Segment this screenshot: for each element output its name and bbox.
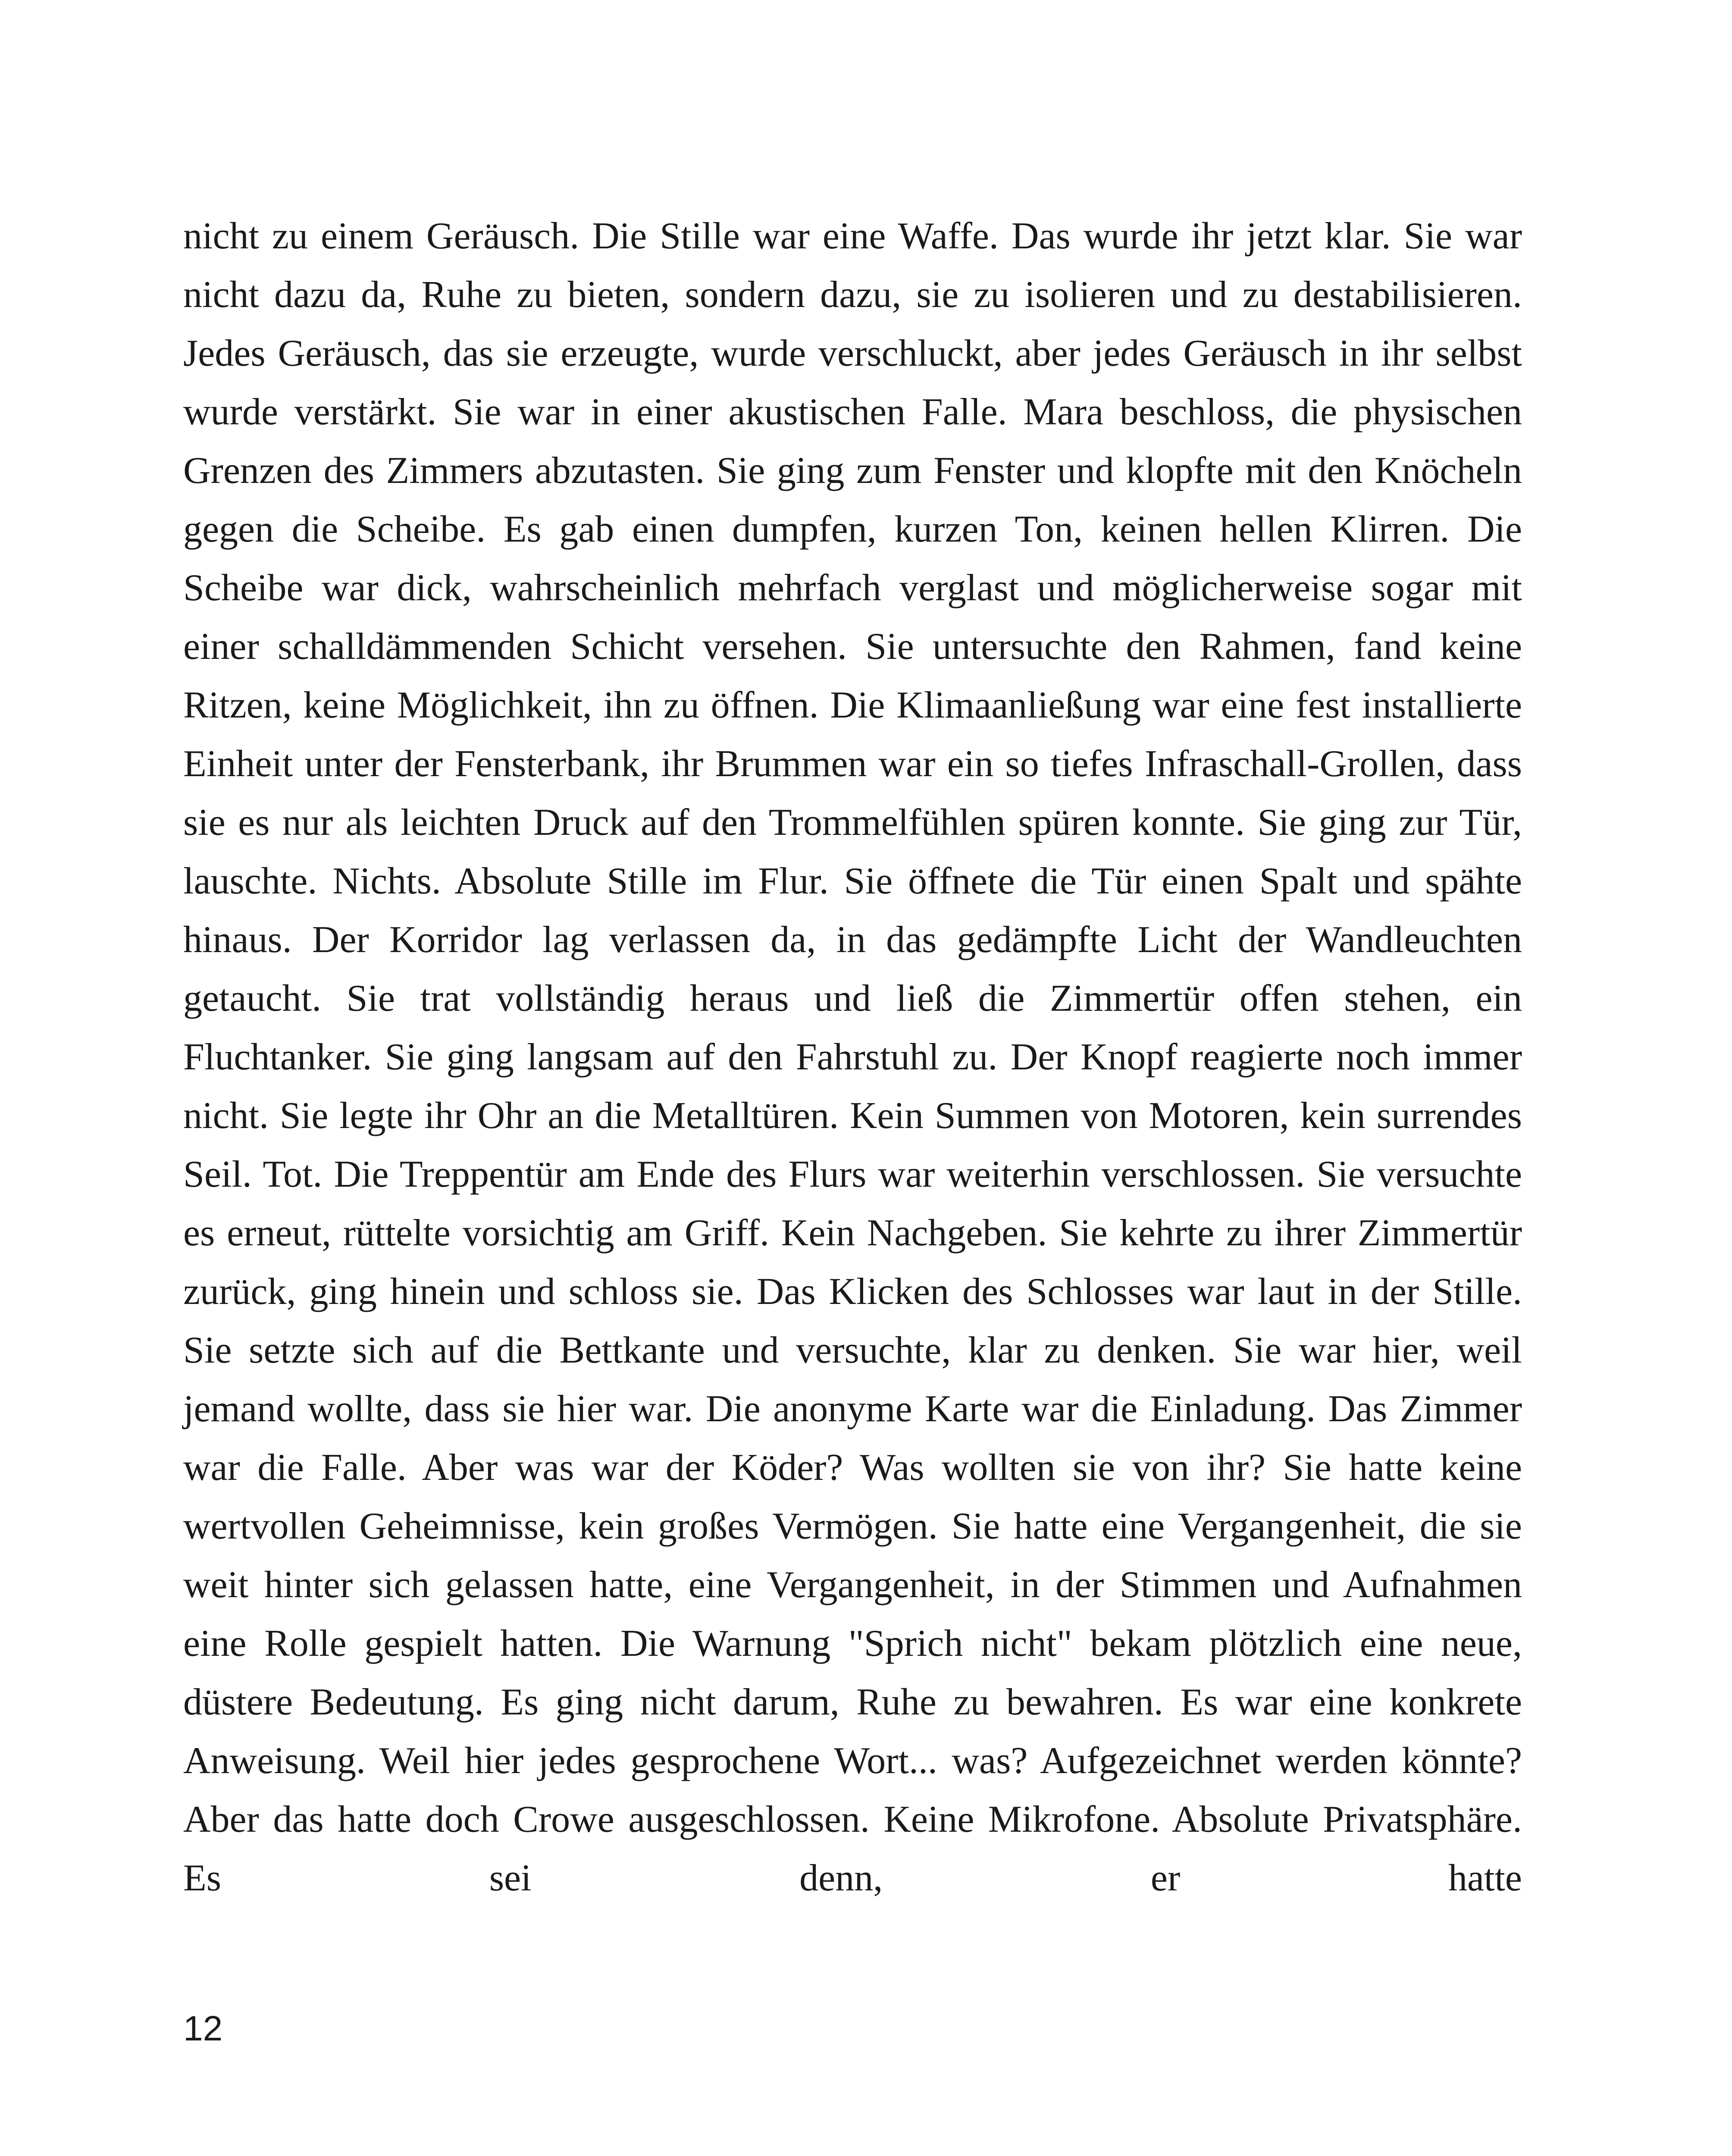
page-number: 12	[183, 2009, 223, 2048]
body-paragraph: nicht zu einem Geräusch. Die Stille war eine Waffe. Das wurde ihr jetzt klar. Sie war nicht dazu da, Ruhe zu bieten, sondern dazu, sie zu isolieren und zu destabilisieren. Jedes Geräusch, das sie erzeugte, wurde verschluckt, aber jedes Geräusch in ihr selbst wurde verstärkt. Sie war in einer akustischen Falle. Mara beschloss, die physischen Grenzen des Zimmers abzutasten. Sie ging zum Fenster und klopfte mit den Knöcheln gegen die Scheibe. Es gab einen dumpfen, kurzen Ton, keinen hellen Klirren. Die Scheibe war dick, wahrscheinlich mehrfach verglast und möglicherweise sogar mit einer schalldämmenden Schicht versehen. Sie untersuchte den Rahmen, fand keine Ritzen, keine Möglichkeit, ihn zu öffnen. Die Klimaanließung war eine fest installierte Einheit unter der Fensterbank, ihr Brummen war ein so tiefes Infraschall-Grollen, dass sie es nur als leichten Druck auf den Trommelfühlen spüren konnte. Sie ging zur Tür, lauschte. Nichts. Absolute Stille im Flur. Sie öffnete die Tür einen Spalt und spähte hinaus. Der Korridor lag verlassen da, in das gedämpfte Licht der Wandleuchten getaucht. Sie trat vollständig heraus und ließ die Zimmertür offen stehen, ein Fluchtanker. Sie ging langsam auf den Fahrstuhl zu. Der Knopf reagierte noch immer nicht. Sie legte ihr Ohr an die Metalltüren. Kein Summen von Motoren, kein surrendes Seil. Tot. Die Treppentür am Ende des Flurs war weiterhin verschlossen. Sie versuchte es erneut, rüttelte vorsichtig am Griff. Kein Nachgeben. Sie kehrte zu ihrer Zimmertür zurück, ging hinein und schloss sie. Das Klicken des Schlosses war laut in der Stille. Sie setzte sich auf die Bettkante und versuchte, klar zu denken. Sie war hier, weil jemand wollte, dass sie hier war. Die anonyme Karte war die Einladung. Das Zimmer war die Falle. Aber was war der Köder? Was wollten sie von ihr? Sie hatte keine wertvollen Geheimnisse, kein großes Vermögen. Sie hatte eine Vergangenheit, die sie weit hinter sich gelassen hatte, eine Vergangenheit, in der Stimmen und Aufnahmen eine Rolle gespielt hatten. Die Warnung "Sprich nicht" bekam plötzlich eine neue, düstere Bedeutung. Es ging nicht darum, Ruhe zu bewahren. Es war eine konkrete Anweisung. Weil hier jedes gesprochene Wort... was? Aufgezeichnet werden könnte? Aber das hatte doch Crowe ausgeschlossen. Keine Mikrofone. Absolute Privatsphäre. Es sei denn, er hatte	[183, 215, 1522, 1899]
